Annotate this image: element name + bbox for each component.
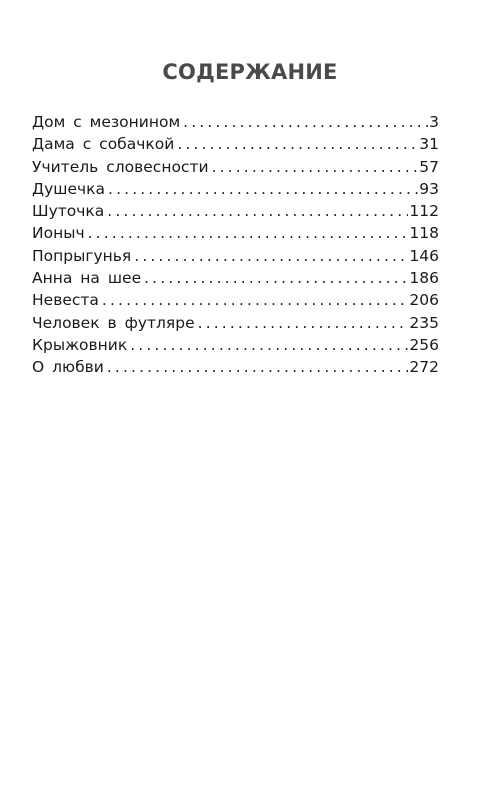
- toc-entry: [32, 356, 439, 378]
- toc-entry: [32, 133, 439, 155]
- dot-leader: [198, 312, 409, 334]
- dot-leader: [177, 133, 418, 155]
- dot-leader: [107, 200, 408, 222]
- dot-leader: [108, 178, 418, 200]
- dot-leader: [107, 356, 409, 378]
- toc-entry-page: 118: [409, 224, 439, 243]
- dot-leader: [183, 111, 428, 133]
- toc-entry-title: Дом с мезонином: [32, 113, 181, 131]
- toc-entry-title: Анна на шее: [32, 269, 142, 288]
- toc-entry: [32, 245, 439, 267]
- dot-leader: [212, 156, 419, 178]
- dot-leader: [130, 334, 408, 356]
- toc-entry: [32, 312, 439, 334]
- toc-entry: [32, 178, 439, 200]
- dot-leader: [144, 267, 408, 289]
- toc-entry-page: 93: [419, 179, 439, 198]
- toc-entry-title: Дама с собачкой: [32, 135, 175, 154]
- toc-entry-page: 272: [409, 358, 439, 377]
- dot-leader: [88, 222, 409, 244]
- toc-entry-title: Невеста: [32, 291, 99, 310]
- toc-entry-title: О любви: [32, 358, 104, 377]
- toc-entry-page: 186: [409, 269, 439, 288]
- toc-entry-page: 256: [409, 335, 439, 354]
- toc-entry-title: Душечка: [32, 179, 106, 198]
- toc-entry-title: Шуточка: [32, 202, 105, 221]
- toc-entry: [32, 267, 439, 289]
- toc-entry: [32, 111, 439, 133]
- toc-entry-title: Человек в футляре: [32, 313, 195, 332]
- toc-entry-title: Учитель словесности: [32, 157, 209, 176]
- toc-entry: [32, 289, 439, 311]
- toc-entry: [32, 156, 439, 178]
- toc-entry-title: Попрыгунья: [32, 246, 132, 265]
- toc-entry-title: Ионыч: [32, 224, 85, 243]
- toc-entry-page: 57: [419, 157, 439, 176]
- table-of-contents: [32, 111, 439, 379]
- dot-leader: [102, 289, 408, 311]
- toc-entry: [32, 222, 439, 244]
- toc-entry: [32, 334, 439, 356]
- toc-entry-page: 146: [409, 246, 439, 265]
- toc-entry-page: 206: [409, 291, 439, 310]
- toc-entry-page: 112: [409, 202, 439, 221]
- toc-entry-title: Крыжовник: [32, 335, 128, 354]
- toc-entry-page: 3: [429, 113, 439, 131]
- dot-leader: [134, 245, 408, 267]
- toc-entry-page: 235: [409, 313, 439, 332]
- toc-entry: [32, 200, 439, 222]
- page-title: СОДЕРЖАНИЕ: [162, 60, 338, 84]
- toc-entry-page: 31: [419, 135, 439, 154]
